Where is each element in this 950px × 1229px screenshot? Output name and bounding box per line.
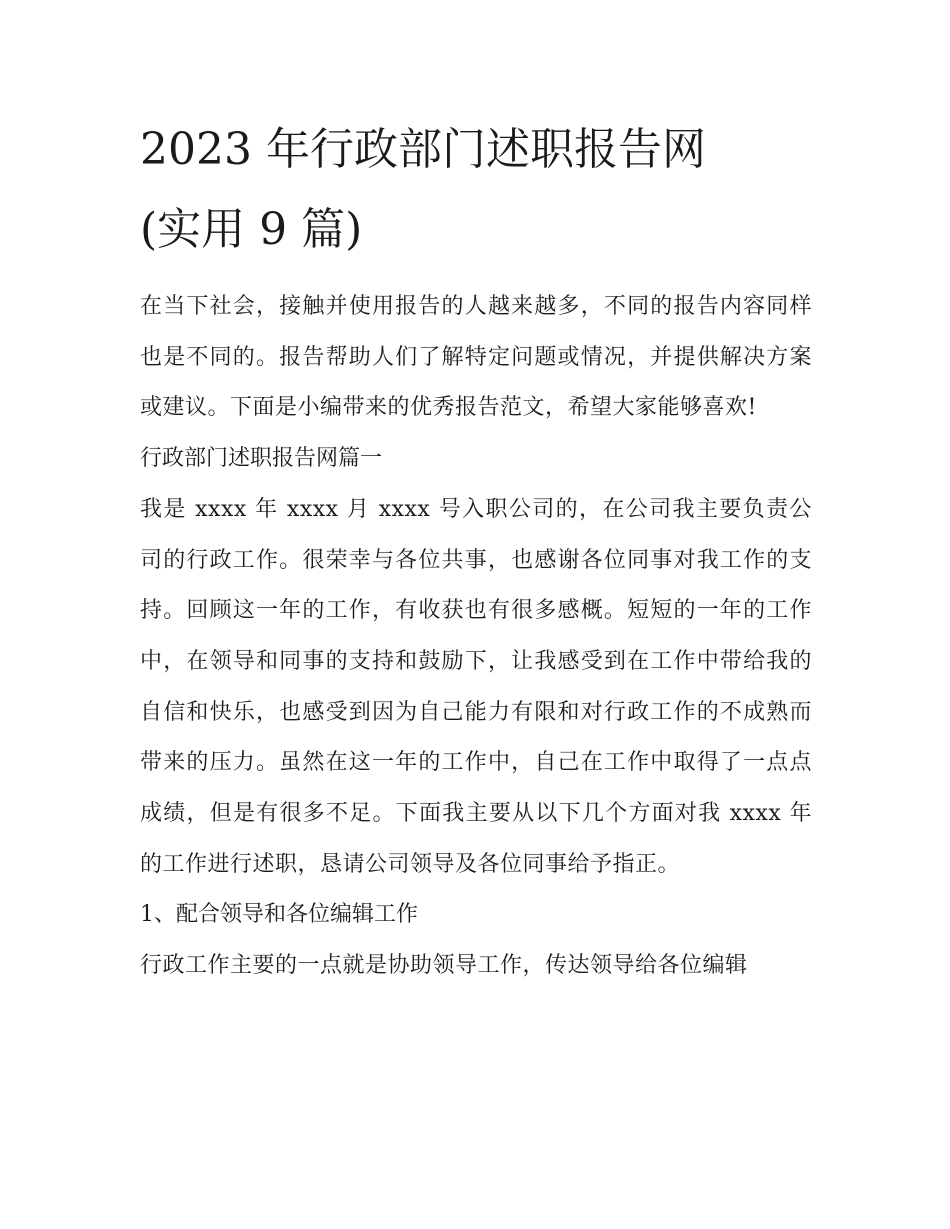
subheading: 1、配合领导和各位编辑工作 — [140, 902, 418, 928]
title-line-1: 2023 年行政部门述职报告网 — [140, 124, 706, 175]
intro-paragraph: 在当下社会，接触并使用报告的人越来越多，不同的报告内容同样也是不同的。报告帮助人们了解特定问题或情况，并提供解决方案或建议。下面是小编带来的优秀报告范文，希望大家能够喜欢! — [140, 294, 812, 421]
section-body-paragraph: 我是 xxxx 年 xxxx 月 xxxx 号入职公司的，在公司我主要负责公司的行政工作。很荣幸与各位共事，也感谢各位同事对我工作的支持。回顾这一年的工作，有收获也有很多感概。短短的一年的工作中，在领导和同事的支持和鼓励下，让我感受到在工作中带给我的自信和快乐，也感受到因为自己能力有限和对行政工作的不成熟而带来的压力。虽然在这一年的工作中，自己在工作中取得了一点点成绩，但是有很多不足。下面我主要从以下几个方面对我 xxxx 年的工作进行述职，恳请公司领导及各位同事给予指正。 — [140, 496, 812, 877]
document-title — [140, 110, 812, 270]
section-title: 行政部门述职报告网篇一 — [140, 446, 383, 472]
sub-body-paragraph: 行政工作主要的一点就是协助领导工作，传达领导给各位编辑 — [140, 953, 748, 979]
title-line-2: (实用 9 篇) — [140, 204, 363, 255]
document-page — [140, 110, 812, 992]
